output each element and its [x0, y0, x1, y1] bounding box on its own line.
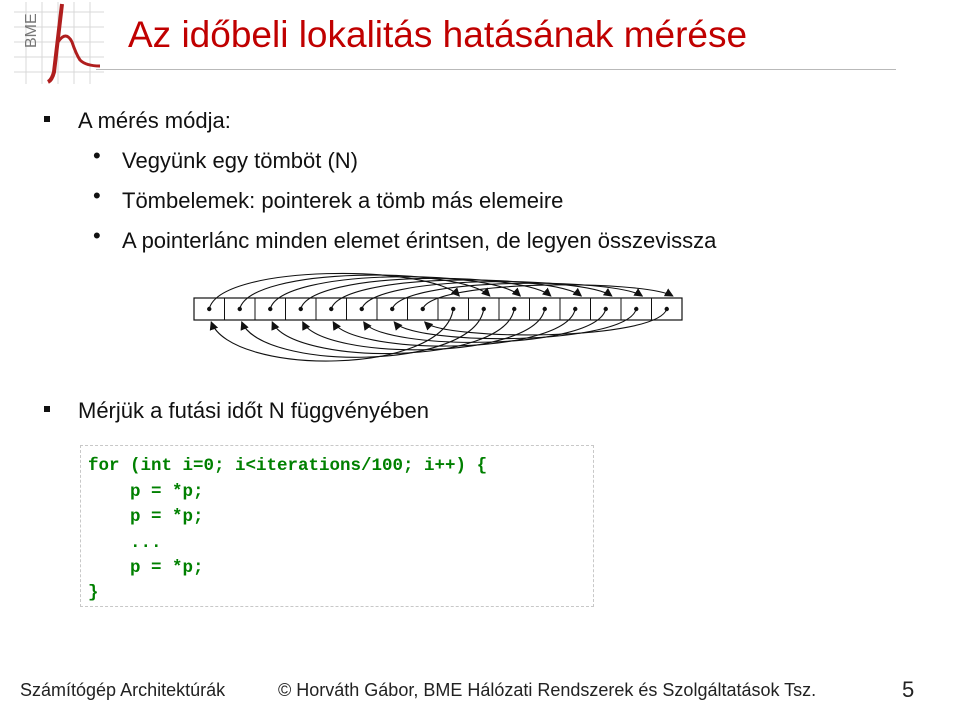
bme-logo-icon: [14, 2, 104, 84]
footer-copyright: © Horváth Gábor, BME Hálózati Rendszerek és Szolgáltatások Tsz.: [278, 680, 817, 700]
dot-bullet-icon: •: [93, 183, 101, 208]
code-line: }: [88, 583, 99, 603]
code-line: p = *p;: [88, 558, 204, 578]
page-number: 5: [902, 677, 915, 702]
logo-text: BME: [23, 13, 40, 48]
sub-bullet-label: Vegyünk egy tömböt (N): [122, 148, 359, 173]
sub-bullet-label: Tömbelemek: pointerek a tömb más elemeire: [122, 188, 564, 213]
code-block: [80, 445, 594, 607]
code-line: p = *p;: [88, 507, 204, 527]
bullet-label: A mérés módja:: [78, 108, 231, 133]
code-line: for (int i=0; i<iterations/100; i++) {: [88, 456, 488, 476]
square-bullet-icon: [44, 116, 50, 122]
footer: [0, 671, 960, 705]
code-line: p = *p;: [88, 482, 204, 502]
bullet-label: Mérjük a futási időt N függvényében: [78, 398, 429, 423]
sub-bullet-label: A pointerlánc minden elemet érintsen, de legyen összevissza: [122, 228, 717, 253]
dot-bullet-icon: •: [93, 223, 101, 248]
square-bullet-icon: [44, 406, 50, 412]
footer-course: Számítógép Architektúrák: [20, 680, 226, 700]
page-title: Az időbeli lokalitás hatásának mérése: [128, 14, 748, 55]
title-divider: [96, 69, 896, 70]
dot-bullet-icon: •: [93, 143, 101, 168]
code-line: ...: [88, 533, 162, 553]
pointer-array-diagram: [192, 258, 684, 384]
